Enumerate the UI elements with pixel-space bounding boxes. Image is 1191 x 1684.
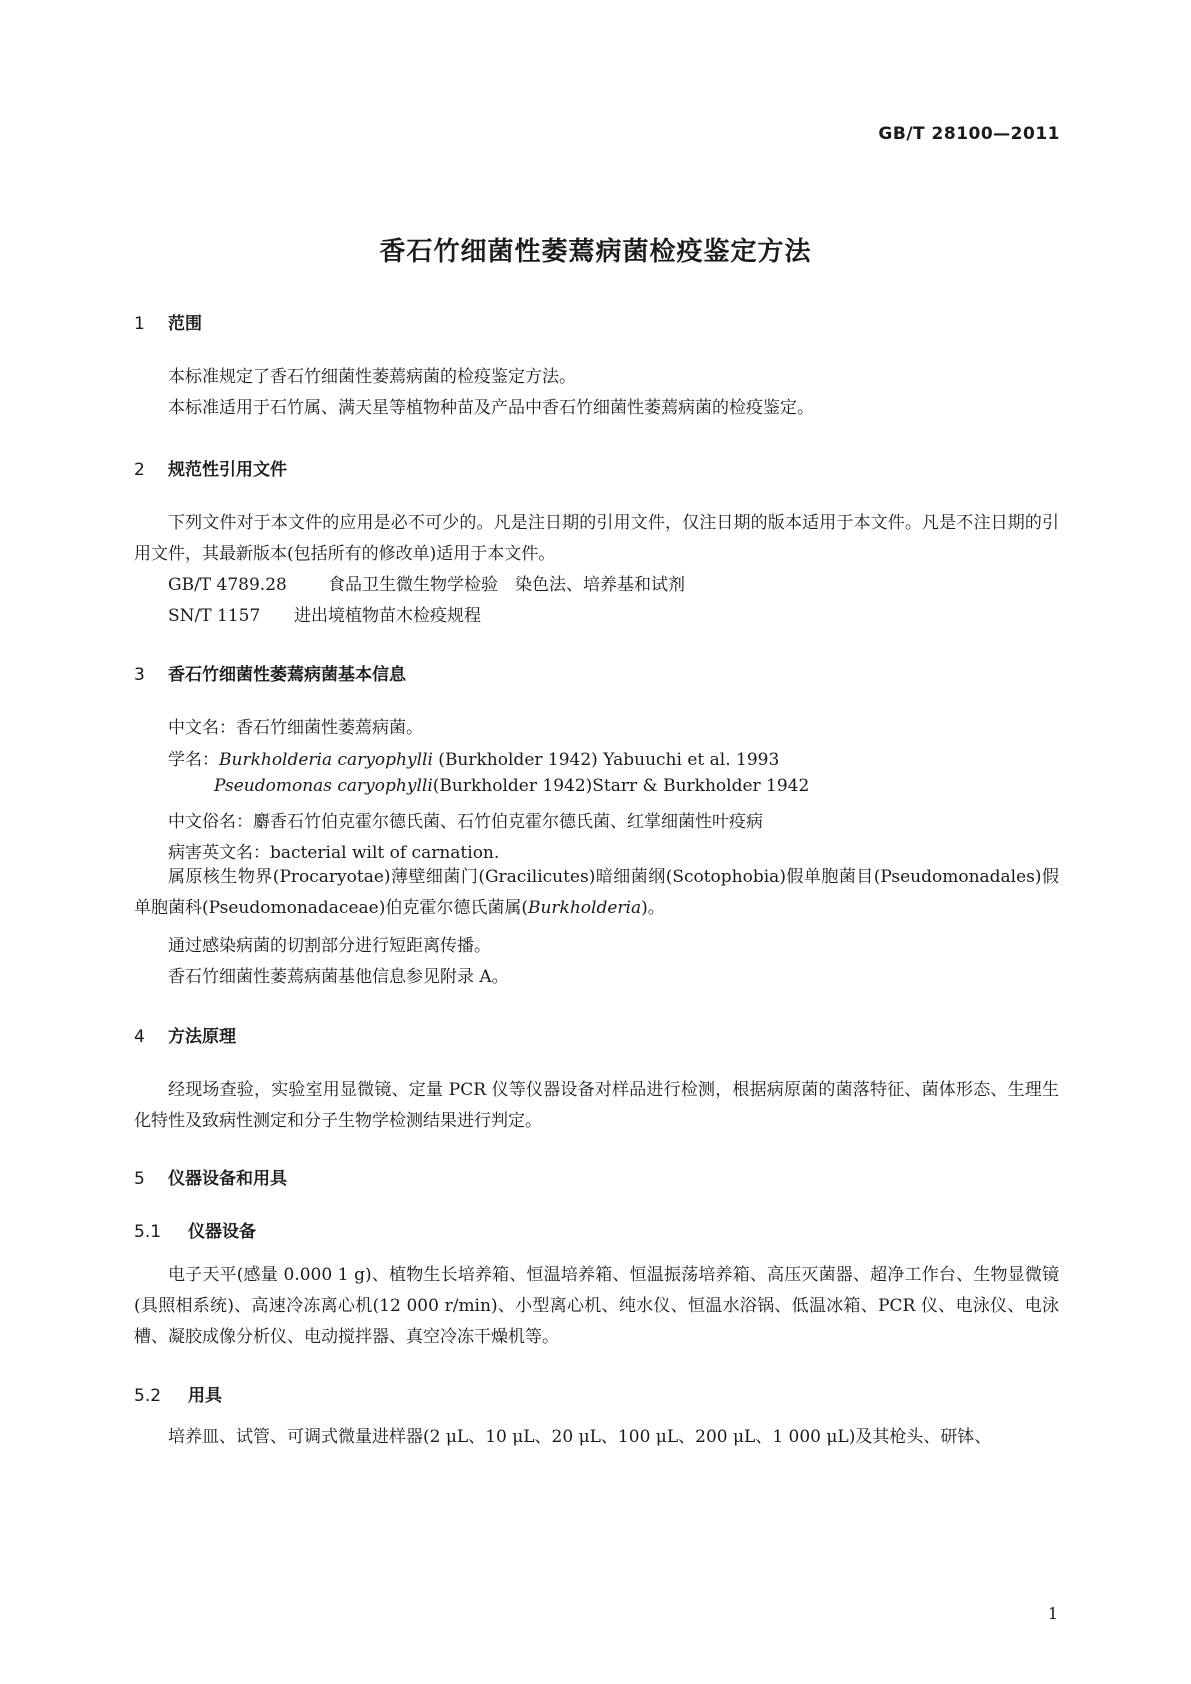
section-title: 用具 <box>188 1386 222 1406</box>
section-number: 2 <box>134 460 145 480</box>
english-name: 病害英文名：bacterial wilt of carnation. <box>168 843 500 863</box>
section-number: 1 <box>134 314 145 334</box>
section-2-paragraph-1: 下列文件对于本文件的应用是必不可少的。凡是注日期的引用文件，仅注日期的版本适用于本文件。凡是不注日期的引用文件，其最新版本(包括所有的修改单)适用于本文件。 <box>134 513 1059 564</box>
common-names: 中文俗名：麝香石竹伯克霍尔德氏菌、石竹伯克霍尔德氏菌、红掌细菌性叶疫病 <box>168 812 763 832</box>
section-number: 5.1 <box>134 1222 162 1242</box>
synonym-name: Pseudomonas caryophylli <box>214 776 433 796</box>
section-1-paragraph-2: 本标准适用于石竹属、满天星等植物种苗及产品中香石竹细菌性萎蔫病菌的检疫鉴定。 <box>168 398 814 418</box>
section-number: 5 <box>134 1169 145 1189</box>
reference-code: GB/T 4789.28 <box>168 575 287 595</box>
section-title: 方法原理 <box>168 1027 236 1047</box>
section-2-heading <box>134 455 287 480</box>
section-5-heading <box>134 1164 287 1189</box>
synonym-line <box>214 776 809 796</box>
reference-code: SN/T 1157 <box>168 606 261 626</box>
section-3-heading <box>134 660 406 685</box>
section-5-2-paragraph: 培养皿、试管、可调式微量进样器(2 μL、10 μL、20 μL、100 μL、200 μL、1 000 μL)及其枪头、研钵、 <box>168 1427 992 1447</box>
appendix-reference: 香石竹细菌性萎蔫病菌基他信息参见附录 A。 <box>168 967 509 987</box>
section-title: 范围 <box>168 314 202 334</box>
section-5-1-heading <box>134 1217 256 1242</box>
standard-code: GB/T 28100—2011 <box>878 124 1060 144</box>
reference-title: 食品卫生微生物学检验 染色法、培养基和试剂 <box>328 575 685 595</box>
section-5-1-paragraph: 电子天平(感量 0.000 1 g)、植物生长培养箱、恒温培养箱、恒温振荡培养箱、高压灭菌器、超净工作台、生物显微镜(具照相系统)、高速冷冻离心机(12 000 r/min)、小型离心机、纯水仪、恒温水浴锅、低温冰箱、PCR 仪、电泳仪、电泳槽、凝胶成像分析仪、电动搅拌器、真空冷冻干燥机等。 <box>134 1265 1059 1347</box>
section-title: 仪器设备 <box>188 1222 256 1242</box>
transmission-text: 通过感染病菌的切割部分进行短距离传播。 <box>168 936 491 956</box>
taxonomy-text: 属原核生物界(Procaryotae)薄壁细菌门(Gracilicutes)暗细菌纲(Scotophobia)假单胞菌目(Pseudomonadales)假单胞菌科(Pseudomonadaceae)伯克霍尔德氏菌属( <box>134 867 1059 918</box>
section-number: 3 <box>134 665 145 685</box>
scientific-author: (Burkholder 1942) Yabuuchi et al. 1993 <box>432 750 780 770</box>
chinese-name: 中文名：香石竹细菌性萎蔫病菌。 <box>168 718 423 738</box>
taxonomy-end: )。 <box>641 898 665 918</box>
document-title: 香石竹细菌性萎蔫病菌检疫鉴定方法 <box>379 237 812 267</box>
section-5-2-heading <box>134 1381 222 1406</box>
section-number: 5.2 <box>134 1386 162 1406</box>
section-title: 规范性引用文件 <box>168 460 287 480</box>
section-title: 香石竹细菌性萎蔫病菌基本信息 <box>168 665 406 685</box>
section-1-heading <box>134 309 202 334</box>
section-number: 4 <box>134 1027 145 1047</box>
scientific-name: Burkholderia caryophylli <box>219 750 433 770</box>
taxonomy-genus: Burkholderia <box>527 898 642 918</box>
reference-item <box>168 570 685 595</box>
taxonomy-paragraph <box>134 862 1059 924</box>
section-title: 仪器设备和用具 <box>168 1169 287 1189</box>
section-4-heading <box>134 1022 236 1047</box>
reference-item <box>168 601 481 626</box>
scientific-name-label: 学名： <box>168 750 219 770</box>
section-4-paragraph-1: 经现场查验，实验室用显微镜、定量 PCR 仪等仪器设备对样品进行检测，根据病原菌的菌落特征、菌体形态、生理生化特性及致病性测定和分子生物学检测结果进行判定。 <box>134 1080 1059 1131</box>
scientific-name-line <box>168 745 779 770</box>
synonym-author: (Burkholder 1942)Starr & Burkholder 1942 <box>432 776 810 796</box>
section-1-paragraph-1: 本标准规定了香石竹细菌性萎蔫病菌的检疫鉴定方法。 <box>168 367 576 387</box>
page-number: 1 <box>1047 1604 1058 1623</box>
reference-title: 进出境植物苗木检疫规程 <box>294 606 481 626</box>
